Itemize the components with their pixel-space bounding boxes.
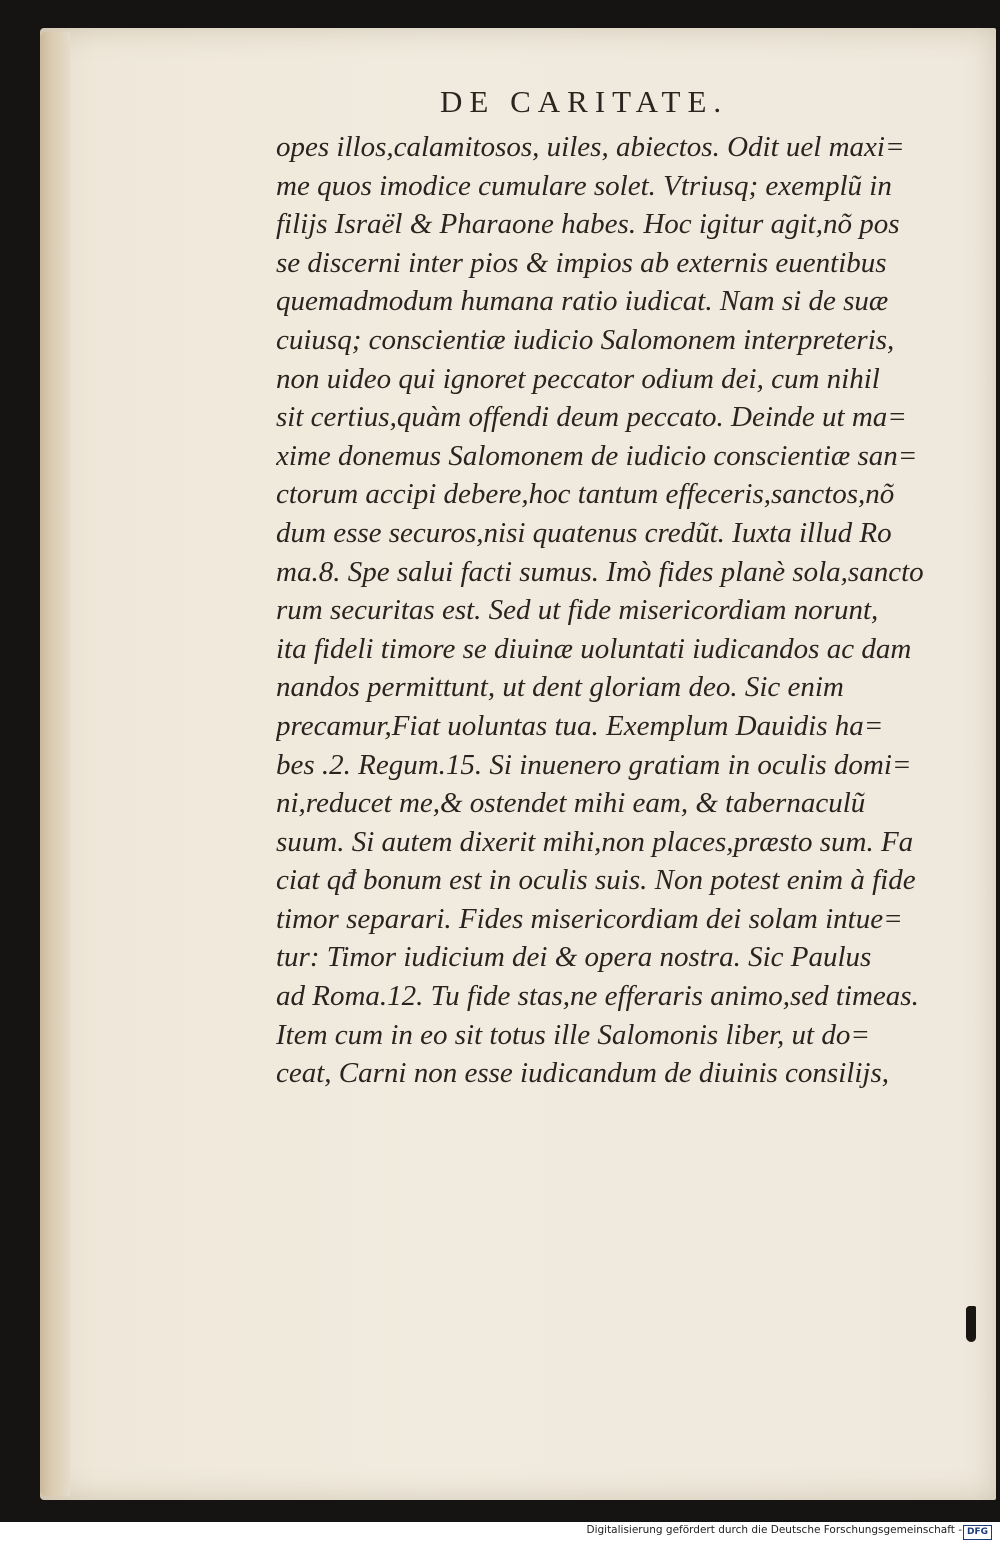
text-line: ni,reducet me,& ostendet mihi eam, & tabernaculũ	[276, 787, 866, 820]
text-line: precamur,Fiat uoluntas tua. Exemplum Dauidis ha=	[276, 709, 884, 742]
text-line: quemadmodum humana ratio iudicat. Nam si de suæ	[276, 285, 889, 318]
body-text	[276, 128, 936, 1093]
page-gutter-edge	[40, 32, 70, 1496]
text-line: dum esse securos,nisi quatenus credũt. Iuxta illud Ro	[276, 516, 892, 549]
text-line: ad Roma.12. Tu fide stas,ne efferaris animo,sed timeas.	[276, 980, 919, 1013]
text-line: bes .2. Regum.15. Si inuenero gratiam in oculis domi=	[276, 748, 912, 781]
text-line: rum securitas est. Sed ut fide misericordiam norunt,	[276, 594, 879, 627]
text-line: ma.8. Spe salui facti sumus. Imò fides planè sola,sancto	[276, 555, 924, 588]
text-line: se discerni inter pios & impios ab externis euentibus	[276, 246, 887, 279]
text-line: ceat, Carni non esse iudicandum de diuinis consilijs,	[276, 1057, 889, 1090]
text-line: filijs Israël & Pharaone habes. Hoc igitur agit,nõ pos	[276, 208, 900, 241]
text-line: me quos imodice cumulare solet. Vtriusq; exemplũ in	[276, 169, 892, 202]
text-line: Item cum in eo sit totus ille Salomonis liber, ut do=	[276, 1018, 870, 1051]
text-line: non uideo qui ignoret peccator odium dei, cum nihil	[276, 362, 880, 395]
text-line: cuiusq; conscientiæ iudicio Salomonem interpreteris,	[276, 323, 895, 356]
text-line: suum. Si autem dixerit mihi,non places,præsto sum. Fa	[276, 825, 914, 858]
page-edge-mark	[966, 1306, 976, 1342]
text-line: ctorum accipi debere,hoc tantum effeceris,sanctos,nõ	[276, 478, 895, 511]
funding-credit: Digitalisierung gefördert durch die Deutsche Forschungsgemeinschaft -	[586, 1524, 962, 1536]
text-line: opes illos,calamitosos, uiles, abiectos. Odit uel maxi=	[276, 131, 905, 163]
text-line: timor separari. Fides misericordiam dei solam intue=	[276, 902, 903, 935]
text-line: tur: Timor iudicium dei & opera nostra. Sic Paulus	[276, 941, 872, 974]
text-line: ciat qđ bonum est in oculis suis. Non potest enim à fide	[276, 864, 916, 897]
text-line: xime donemus Salomonem de iudicio conscientiæ san=	[276, 439, 918, 472]
running-head: DE CARITATE.	[440, 84, 729, 119]
text-line: ita fideli timore se diuinæ uoluntati iudicandos ac dam	[276, 632, 912, 665]
text-line: sit certius,quàm offendi deum peccato. Deinde ut ma=	[276, 401, 907, 434]
text-line: nandos permittunt, ut dent gloriam deo. Sic enim	[276, 671, 844, 704]
dfg-logo: DFG	[963, 1525, 992, 1540]
